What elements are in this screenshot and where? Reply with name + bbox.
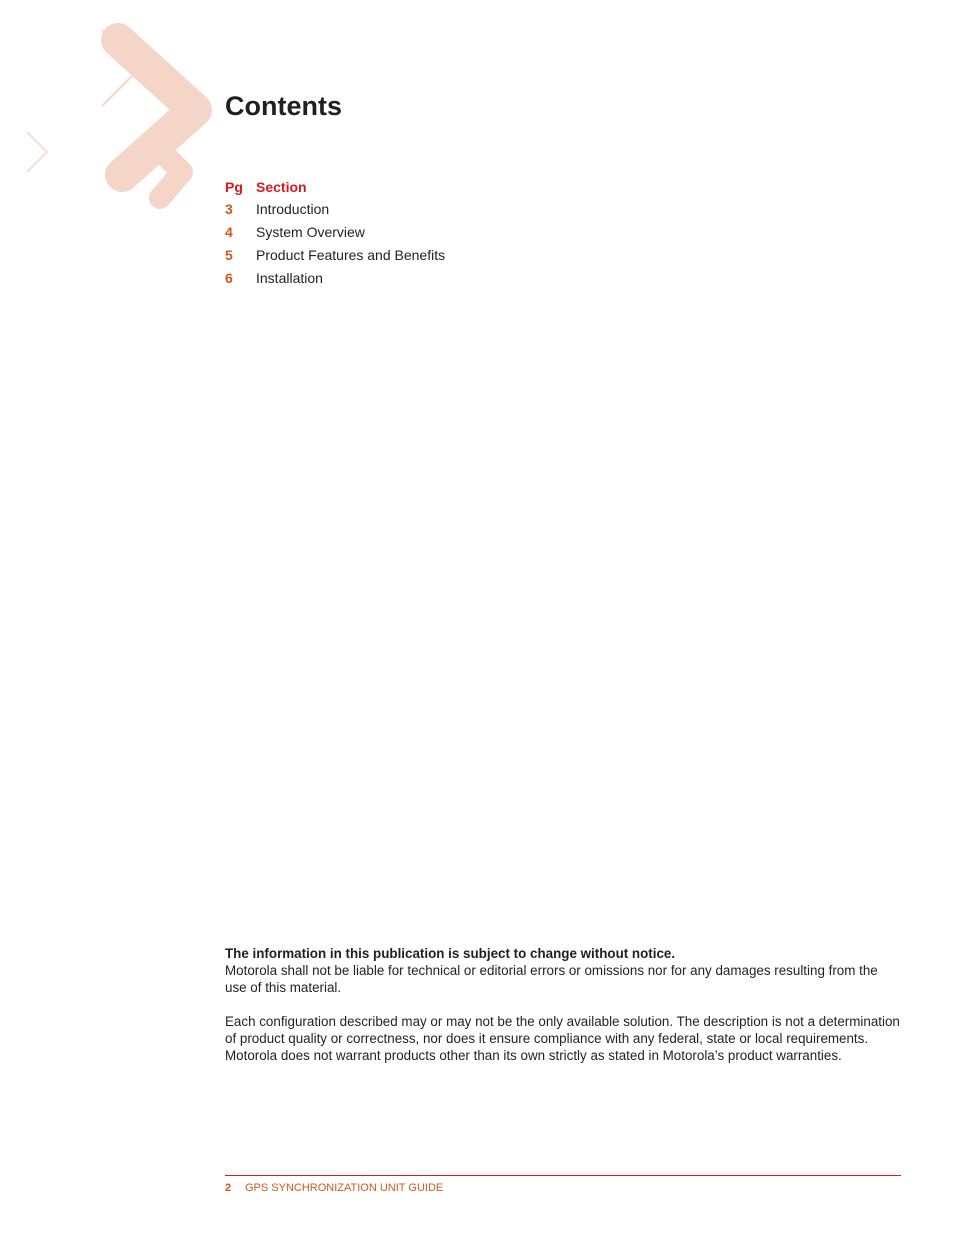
- chevron-outline-left-shape: [27, 132, 47, 172]
- toc-entry-section: Introduction: [256, 201, 330, 217]
- toc-entry[interactable]: [225, 269, 445, 292]
- toc-entry[interactable]: [225, 200, 445, 223]
- disclaimer: [225, 945, 901, 1064]
- toc-header-section: Section: [256, 179, 307, 195]
- footer-page-number: 2: [225, 1182, 232, 1194]
- chevron-small-arm-shape: [160, 150, 182, 198]
- page-footer: [225, 1181, 443, 1195]
- toc-entry-section: Product Features and Benefits: [256, 247, 446, 263]
- toc-header-row: [225, 178, 445, 200]
- toc-entry[interactable]: [225, 246, 445, 269]
- toc-entry-page: 3: [225, 201, 233, 217]
- disclaimer-paragraph-1: Motorola shall not be liable for technical or editorial errors or omissions nor for any damages resulting from the use of this material.: [225, 963, 878, 995]
- toc-entry-page: 4: [225, 224, 233, 240]
- toc-entry-page: 6: [225, 270, 233, 286]
- footer-rule: [225, 1175, 901, 1176]
- chevron-decoration: [0, 0, 240, 230]
- toc-entry[interactable]: [225, 223, 445, 246]
- toc-entry-section: System Overview: [256, 224, 365, 240]
- disclaimer-paragraph-2: Each configuration described may or may not be the only available solution. The description is not a determination of product quality or correctness, nor does it ensure compliance with any federal, state or local requirements. Motorola does not warrant products other than its own strictly as stated in Motorola’s product warranties.: [225, 1014, 900, 1063]
- toc-entry-page: 5: [225, 247, 233, 263]
- disclaimer-heading: The information in this publication is subject to change without notice.: [225, 946, 676, 961]
- toc-entry-section: Installation: [256, 270, 323, 286]
- table-of-contents: [225, 178, 445, 292]
- toc-header-page: Pg: [225, 179, 243, 195]
- footer-guide-title: GPS SYNCHRONIZATION UNIT GUIDE: [245, 1182, 444, 1194]
- page-title: Contents: [225, 91, 342, 121]
